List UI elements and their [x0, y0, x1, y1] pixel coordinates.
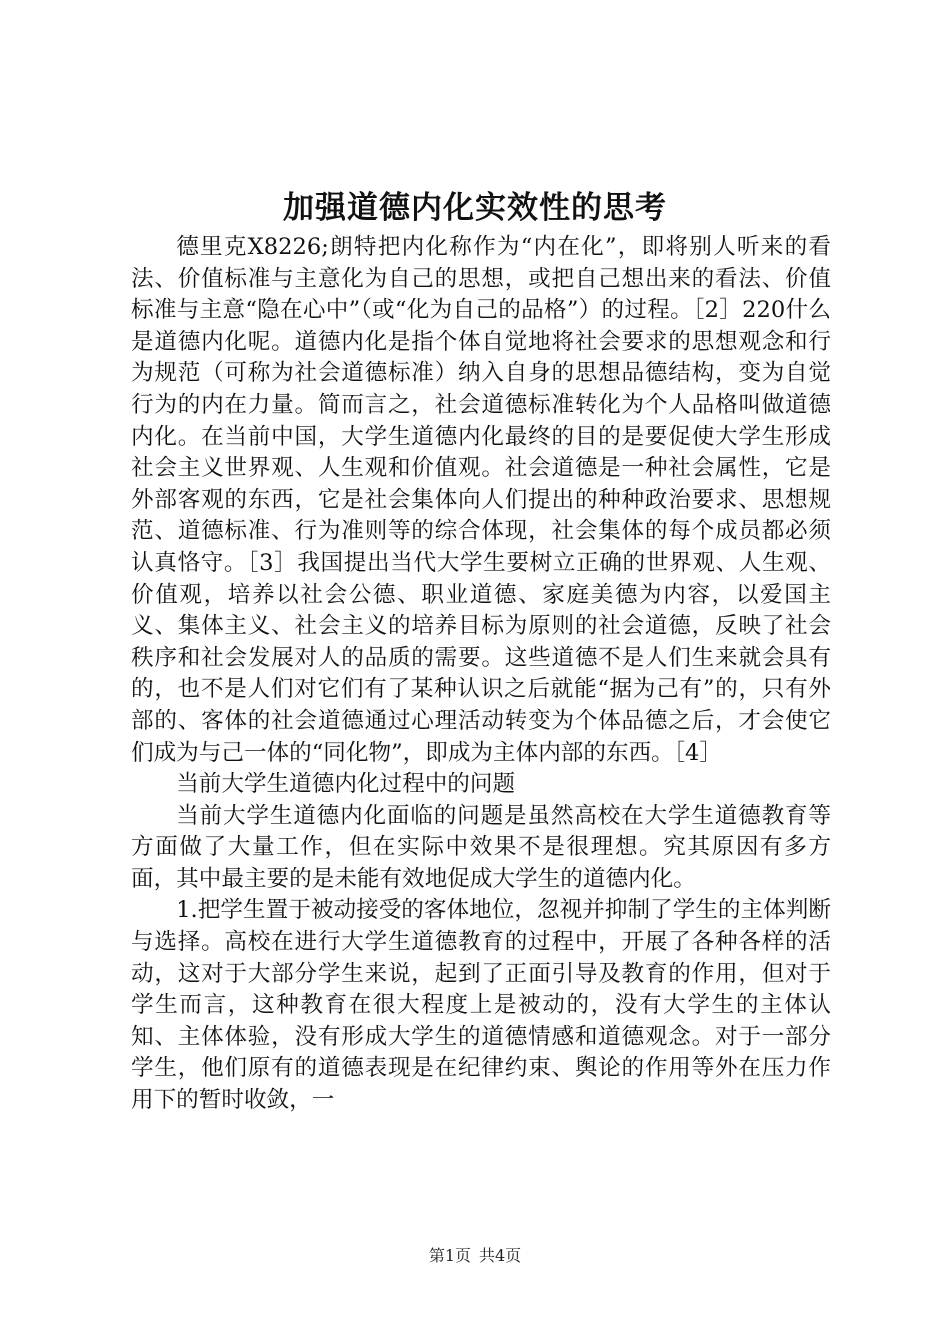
- paragraph-problem-overview: 当前大学生道德内化面临的问题是虽然高校在大学生道德教育等方面做了大量工作，但在实际中效果不是很理想。究其原因有多方面，其中最主要的是未能有效地促成大学生的道德内化。: [131, 802, 831, 892]
- page-number: 第1页: [428, 1246, 471, 1265]
- paragraph-definition: 德里克X8226;朗特把内化称作为“内在化”，即将别人听来的看法、价值标准与主意化为自己的思想，或把自己想出来的看法、价值标准与主意“隐在心中”（或“化为自己的品格”）的过程。［2］220什么是道德内化呢。道德内化是指个体自觉地将社会要求的思想观念和行为规范（可称为社会道德标准）纳入自身的思想品德结构，变为自觉行为的内在力量。简而言之，社会道德标准转化为个人品格叫做道德内化。在当前中国，大学生道德内化最终的目的是要促使大学生形成社会主义世界观、人生观和价值观。社会道德是一种社会属性，它是外部客观的东西，它是社会集体向人们提出的种种政治要求、思想规范、道德标准、行为准则等的综合体现，社会集体的每个成员都必须认真恪守。［3］我国提出当代大学生要树立正确的世界观、人生观、价值观，培养以社会公德、职业道德、家庭美德为内容，以爱国主义、集体主义、社会主义的培养目标为原则的社会道德，反映了社会秩序和社会发展对人的品质的需要。这些道德不是人们生来就会具有的，也不是人们对它们有了某种认识之后就能“据为己有”的，只有外部的、客体的社会道德通过心理活动转变为个体品德之后，才会使它们成为与己一体的“同化物”，即成为主体内部的东西。［4］: [131, 234, 831, 766]
- document-body: [131, 232, 831, 1117]
- document-title: 加强道德内化实效性的思考: [283, 190, 667, 226]
- page-total: 共4页: [479, 1246, 522, 1265]
- page-footer: [0, 1245, 950, 1267]
- section-heading: 当前大学生道德内化过程中的问题: [176, 771, 516, 798]
- paragraph-point-one: 1.把学生置于被动接受的客体地位，忽视并抑制了学生的主体判断与选择。高校在进行大学生道德教育的过程中，开展了各种各样的活动，这对于大部分学生来说，起到了正面引导及教育的作用，但对于学生而言，这种教育在很大程度上是被动的，没有大学生的主体认知、主体体验，没有形成大学生的道德情感和道德观念。对于一部分学生，他们原有的道德表现是在纪律约束、舆论的作用等外在压力作用下的暂时收敛，一: [131, 897, 831, 1114]
